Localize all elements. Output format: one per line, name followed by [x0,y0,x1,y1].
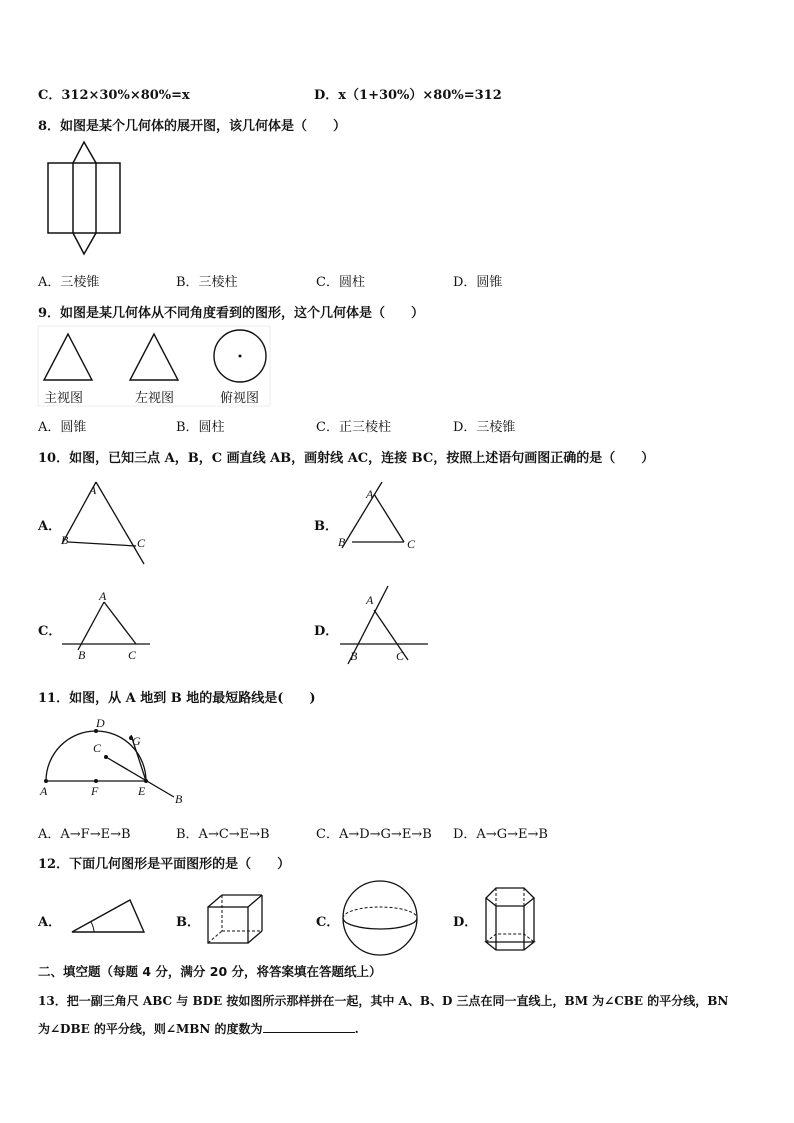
q10-figure-c [58,588,168,668]
q12-figure-d-hexprism [478,884,548,959]
q8-option-d: D．圆锥 [453,275,503,290]
svg-text:B: B [175,792,183,806]
q12-stem: 12．下面几何图形是平面图形的是（ ） [38,857,291,872]
q12-option-d-label: D． [453,915,478,930]
svg-text:A: A [99,589,107,603]
q13-line2 [38,1020,359,1037]
svg-text:F: F [91,784,99,798]
svg-text:B: B [350,649,358,663]
q11-stem: 11．如图，从 A 地到 B 地的最短路线是( ) [38,691,316,706]
q12-option-a-label: A． [38,915,62,930]
q10-figure-a [58,480,168,570]
svg-text:G: G [132,734,141,748]
svg-text:A: A [366,487,374,501]
q8-stem: 8．如图是某个几何体的展开图，该几何体是（ ） [38,119,347,134]
q10-option-c-label: C． [38,624,62,639]
q10-option-d-label: D． [314,624,339,639]
q10-option-b-label: B． [314,519,338,534]
side-view-caption: 左视图 [135,391,175,406]
answer-blank[interactable] [263,1020,355,1033]
q12-option-c-label: C． [316,915,340,930]
q9-option-a: A．圆锥 [38,420,87,435]
q11-option-d: D．A→G→E→B [453,827,548,842]
svg-text:B: B [61,533,69,547]
q10-figure-b [334,480,444,570]
svg-text:C: C [93,741,102,755]
svg-text:B: B [338,535,346,549]
svg-text:E: E [138,784,146,798]
q8-option-a: A．三棱锥 [38,275,100,290]
q7-option-d: D．x（1+30%）×80%=312 [314,88,502,103]
q11-option-c: C．A→D→G→E→B [316,827,432,842]
q8-option-c: C．圆柱 [316,275,365,290]
svg-text:A: A [366,593,374,607]
q12-figure-a-triangle [64,890,154,940]
q13-line1: 13．把一副三角尺 ABC 与 BDE 按如图所示那样拼在一起，其中 A、B、D 三点在同一直线上，BM 为∠CBE 的平分线，BN [38,994,729,1008]
q9-option-d: D．三棱锥 [453,420,516,435]
q12-figure-c-sphere [340,880,430,960]
q11-option-b: B．A→C→E→B [176,827,270,842]
q8-option-b: B．三棱柱 [176,275,238,290]
q10-stem: 10．如图，已知三点 A，B，C 画直线 AB，画射线 AC，连接 BC，按照上述语句画图正确的是（ ） [38,451,655,466]
q10-figure-d [334,582,454,672]
side-view-triangle [130,334,178,380]
q9-stem: 9．如图是某几何体从不同角度看到的图形，这个几何体是（ ） [38,306,425,321]
section-title: 二、填空题（每题 4 分，满分 20 分，将答案填在答题纸上） [38,964,382,979]
svg-text:B: B [78,648,86,662]
q10-option-a-label: A． [38,519,62,534]
q11-option-a: A．A→F→E→B [38,827,131,842]
svg-text:C: C [396,649,405,663]
q8-net-figure [46,140,126,260]
top-view-caption: 俯视图 [220,391,260,406]
svg-text:A: A [89,483,97,497]
q13-line2-text: 为∠DBE 的平分线，则∠MBN 的度数为 [38,1022,263,1036]
svg-text:C: C [137,536,146,550]
q9-views-figure [38,326,278,406]
q9-option-b: B．圆柱 [176,420,225,435]
q11-route-figure [36,715,196,815]
svg-text:A: A [40,784,48,798]
q12-figure-b-cube [204,893,274,953]
front-view-triangle [44,334,92,380]
q13-line2-end: . [354,1022,359,1036]
svg-text:C: C [407,537,416,551]
svg-text:D: D [96,716,105,730]
q9-option-c: C．正三棱柱 [316,420,391,435]
q12-option-b-label: B． [176,915,200,930]
q7-option-c: C．312×30%×80%=x [38,88,190,103]
front-view-caption: 主视图 [44,391,84,406]
svg-text:C: C [128,648,137,662]
